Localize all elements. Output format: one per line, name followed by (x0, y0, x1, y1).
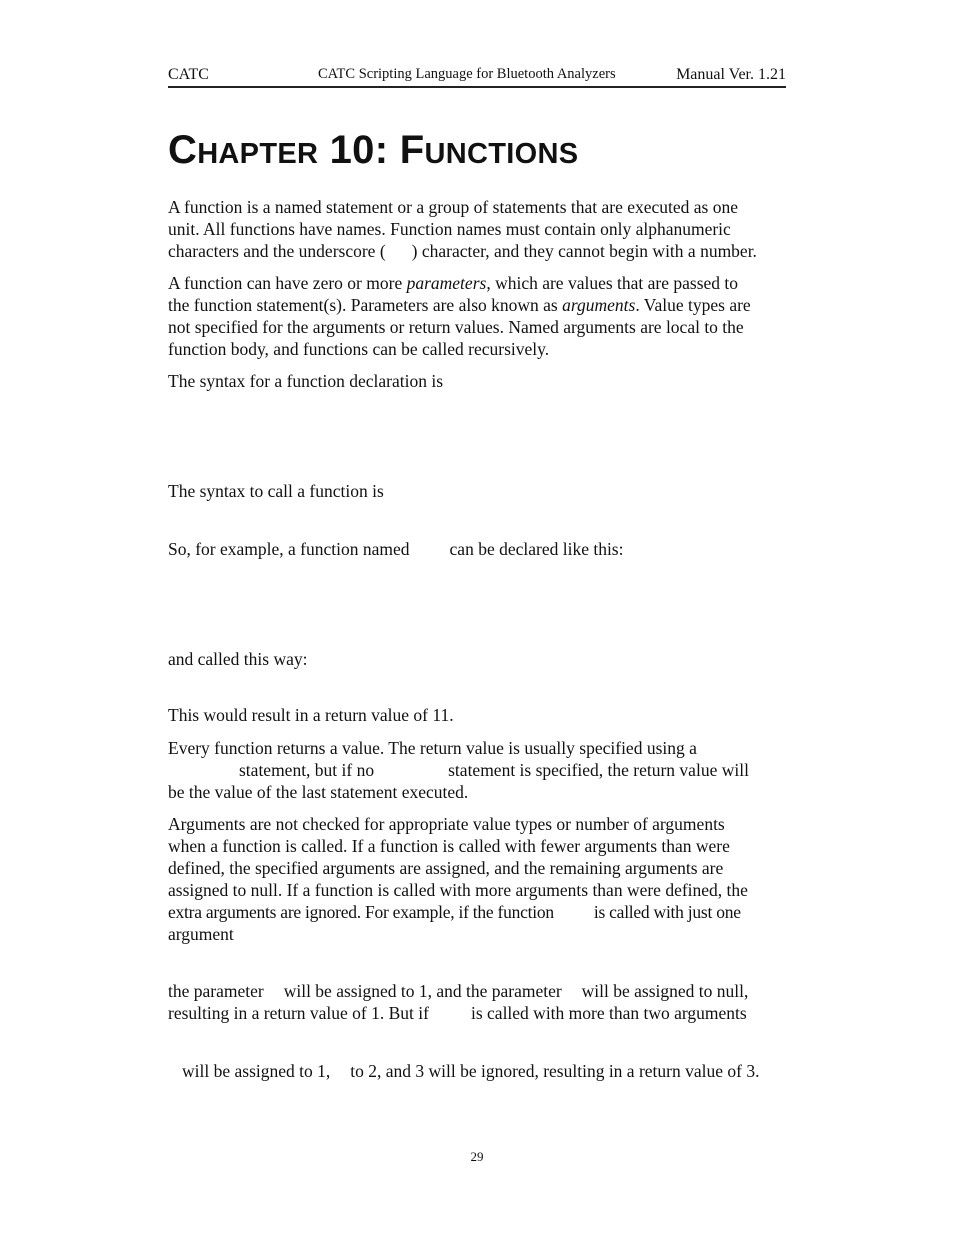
text-line (168, 759, 786, 781)
paragraph-intro (168, 196, 786, 262)
paragraph-example (168, 538, 786, 560)
text-fragment: resulting in a return value of 1. But if (168, 1003, 429, 1023)
text-fragment: statement, but if no (239, 760, 375, 780)
text-fragment: A function can have zero or more (168, 273, 407, 293)
text-line (168, 272, 786, 294)
text-fragment: characters and the underscore ( (168, 241, 386, 261)
text-fragment: is called with just one (593, 902, 741, 922)
text-fragment: will be assigned to 1, (182, 1061, 331, 1081)
page-header (168, 64, 786, 88)
paragraph-arguments-checking (168, 813, 786, 945)
text-line (168, 538, 786, 560)
text-fragment: will be assigned to null, (581, 981, 749, 1001)
header-version: Manual Ver. 1.21 (676, 66, 786, 83)
term-parameters: parameters (406, 273, 487, 293)
paragraph-return-value (168, 737, 786, 803)
text-line: The syntax to call a function is (168, 481, 384, 501)
header-title: CATC Scripting Language for Bluetooth Analyzers (318, 66, 616, 82)
term-arguments: arguments (562, 295, 636, 315)
text-fragment: is called with more than two arguments (470, 1003, 747, 1023)
text-line: and called this way: (168, 649, 308, 669)
text-fragment: will be assigned to 1, and the parameter (283, 981, 562, 1001)
text-fragment: statement is specified, the return value will (448, 760, 749, 780)
text-line (168, 980, 786, 1002)
paragraph-called (168, 648, 786, 670)
paragraph-result (168, 704, 786, 726)
text-line: when a function is called. If a function is called with fewer arguments than were (168, 836, 730, 856)
chapter-initial-c: C (168, 128, 198, 172)
text-line (168, 240, 786, 262)
text-line: argument (168, 924, 234, 944)
text-line: A function is a named statement or a group of statements that are executed as one (168, 197, 739, 217)
paragraph-parameters (168, 272, 786, 360)
text-fragment: the function statement(s). Parameters are also known as (168, 295, 563, 315)
text-fragment: , which are values that are passed to (486, 273, 739, 293)
text-line (168, 1060, 786, 1082)
text-line: unit. All functions have names. Function names must contain only alphanumeric (168, 219, 731, 239)
chapter-initial-f: F (399, 128, 425, 172)
text-line: The syntax for a function declaration is (168, 371, 444, 391)
text-line: assigned to null. If a function is called with more arguments than were defined, the (168, 880, 748, 900)
chapter-title (168, 128, 578, 173)
text-line: not specified for the arguments or return values. Named arguments are local to the (168, 317, 744, 337)
text-fragment: ) character, and they cannot begin with a number. (411, 241, 757, 261)
text-line (168, 901, 786, 923)
paragraph-parameter-assignment (168, 980, 786, 1024)
text-line: function body, and functions can be called recursively. (168, 339, 550, 359)
text-line: be the value of the last statement executed. (168, 782, 469, 802)
paragraph-call-syntax (168, 480, 786, 502)
text-line: Every function returns a value. The return value is usually specified using a (168, 738, 697, 758)
paragraph-declaration-syntax (168, 370, 786, 392)
chapter-name-rest: UNCTIONS (424, 138, 579, 170)
text-fragment: extra arguments are ignored. For example, if the function (168, 902, 554, 922)
paragraph-extra-arguments (168, 1060, 786, 1082)
page-number: 29 (470, 1149, 484, 1164)
text-fragment: So, for example, a function named (168, 539, 410, 559)
text-line: Arguments are not checked for appropriate value types or number of arguments (168, 814, 725, 834)
text-fragment: can be declared like this: (449, 539, 624, 559)
text-fragment: . Value types are (635, 295, 751, 315)
chapter-number: 10: (318, 128, 400, 172)
text-fragment: the parameter (168, 981, 264, 1001)
text-line: This would result in a return value of 11. (168, 705, 454, 725)
text-fragment: to 2, and 3 will be ignored, resulting in a return value of 3. (350, 1061, 760, 1081)
text-line: defined, the specified arguments are assigned, and the remaining arguments are (168, 858, 724, 878)
text-line (168, 294, 786, 316)
header-left: CATC (168, 66, 209, 83)
chapter-word-rest: HAPTER (197, 138, 319, 170)
text-line (168, 1002, 786, 1024)
